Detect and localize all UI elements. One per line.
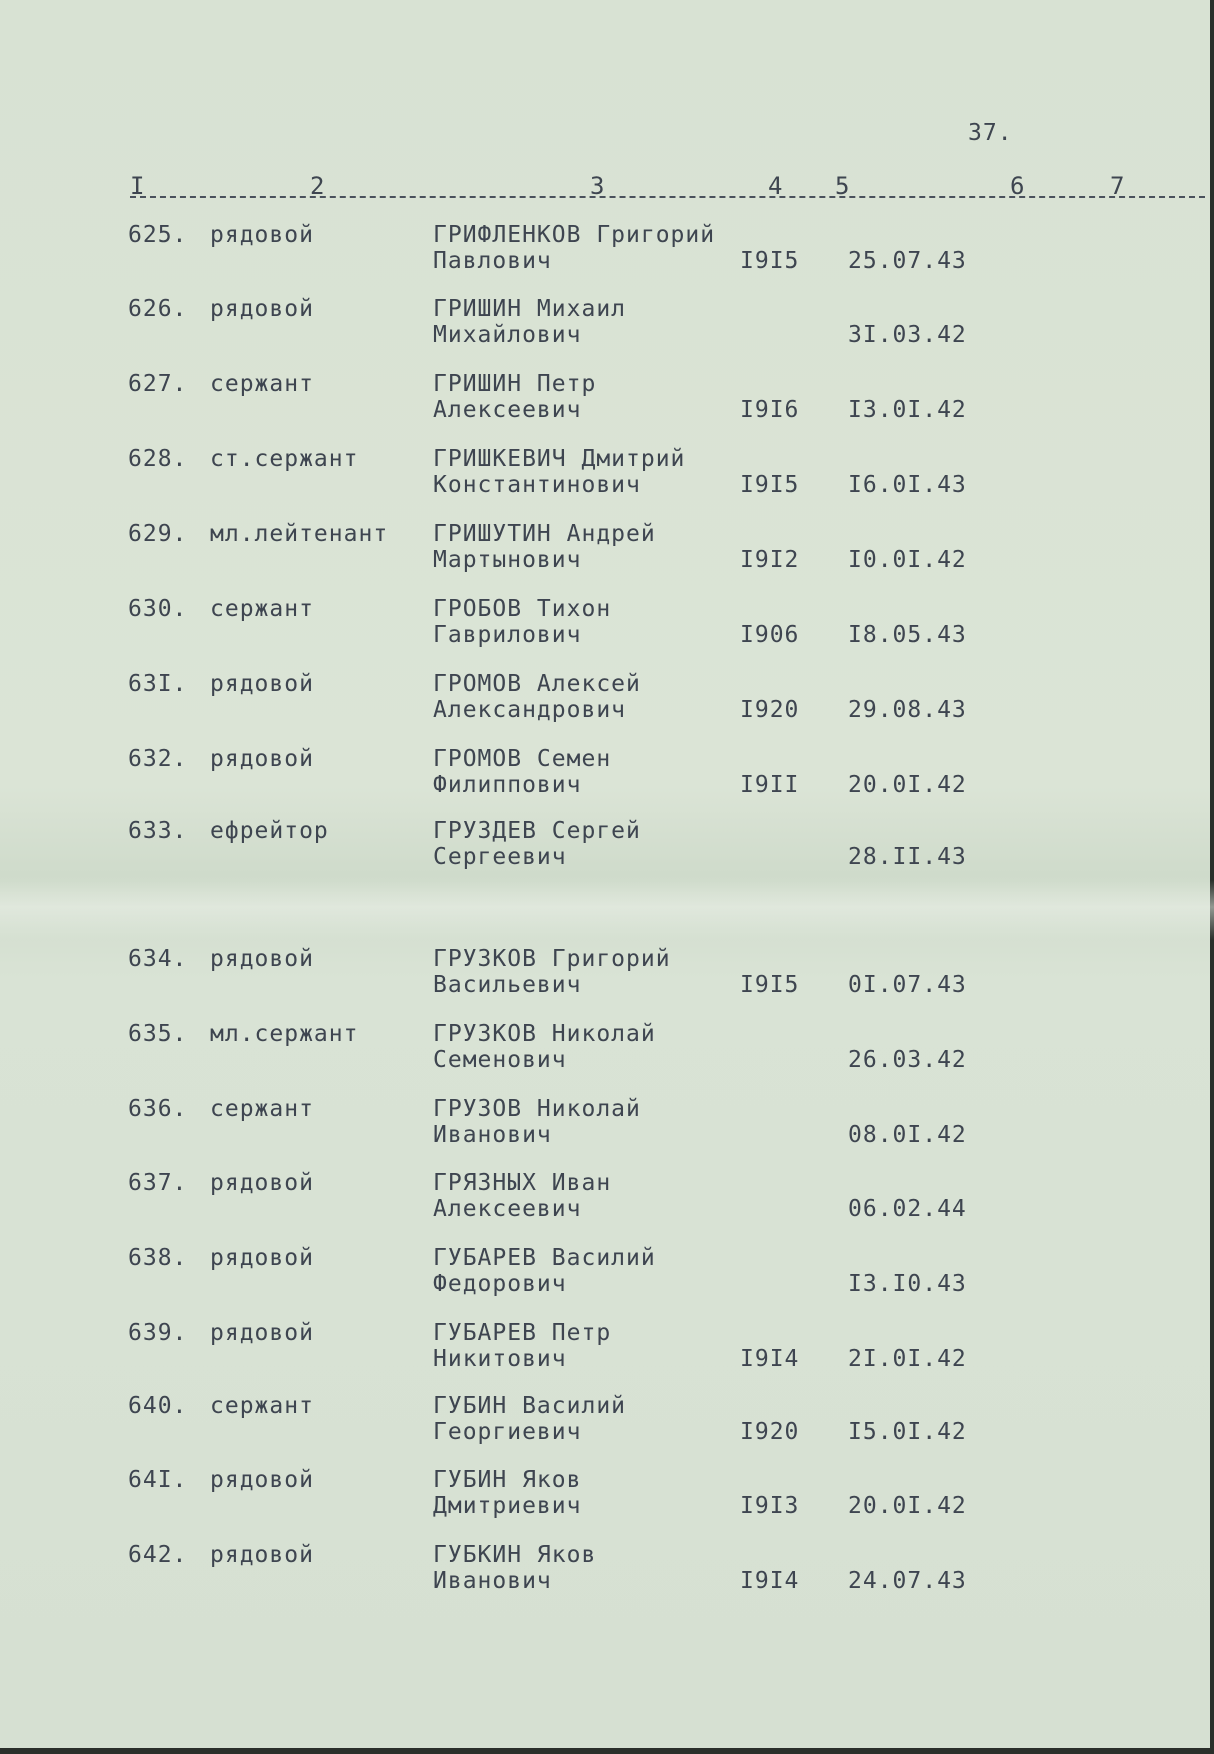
birth-year: I9I5 xyxy=(740,248,800,274)
record-number: 632. xyxy=(128,746,188,772)
surname-name: ГРУЗДЕВ Сергей xyxy=(433,818,641,844)
military-rank: мл.лейтенант xyxy=(210,521,389,547)
surname-name: ГРУЗКОВ Николай xyxy=(433,1021,656,1047)
record-row xyxy=(0,746,1214,816)
date: 3I.03.42 xyxy=(848,322,967,348)
patronymic: Гаврилович xyxy=(433,622,582,648)
surname-name: ГРИФЛЕНКОВ Григорий xyxy=(433,222,716,248)
date: 26.03.42 xyxy=(848,1047,967,1073)
birth-year: I9II xyxy=(740,772,800,798)
column-number: 5 xyxy=(835,172,850,200)
date: I8.05.43 xyxy=(848,622,967,648)
surname-name: ГРИШИН Михаил xyxy=(433,296,627,322)
column-number: 4 xyxy=(768,172,783,200)
paper-fold xyxy=(0,880,1214,940)
patronymic: Сергеевич xyxy=(433,844,567,870)
record-row xyxy=(0,296,1214,366)
birth-year: I9I4 xyxy=(740,1346,800,1372)
military-rank: рядовой xyxy=(210,1245,314,1271)
page-number: 37. xyxy=(968,120,1013,146)
record-number: 639. xyxy=(128,1320,188,1346)
surname-name: ГУБКИН Яков xyxy=(433,1542,597,1568)
birth-year: I906 xyxy=(740,622,800,648)
record-row xyxy=(0,596,1214,666)
patronymic: Павлович xyxy=(433,248,552,274)
patronymic: Дмитриевич xyxy=(433,1493,582,1519)
date: I3.0I.42 xyxy=(848,397,967,423)
record-number: 640. xyxy=(128,1393,188,1419)
record-number: 634. xyxy=(128,946,188,972)
record-row xyxy=(0,1393,1214,1463)
surname-name: ГУБИН Василий xyxy=(433,1393,627,1419)
patronymic: Семенович xyxy=(433,1047,567,1073)
patronymic: Васильевич xyxy=(433,972,582,998)
surname-name: ГУБАРЕВ Петр xyxy=(433,1320,612,1346)
record-number: 638. xyxy=(128,1245,188,1271)
date: 28.II.43 xyxy=(848,844,967,870)
date: 25.07.43 xyxy=(848,248,967,274)
surname-name: ГРИШУТИН Андрей xyxy=(433,521,656,547)
record-number: 635. xyxy=(128,1021,188,1047)
surname-name: ГРУЗКОВ Григорий xyxy=(433,946,671,972)
column-number: 2 xyxy=(310,172,325,200)
birth-year: I920 xyxy=(740,1419,800,1445)
surname-name: ГУБИН Яков xyxy=(433,1467,582,1493)
date: I6.0I.43 xyxy=(848,472,967,498)
patronymic: Алексеевич xyxy=(433,397,582,423)
military-rank: рядовой xyxy=(210,946,314,972)
military-rank: рядовой xyxy=(210,746,314,772)
record-row xyxy=(0,222,1214,292)
record-number: 626. xyxy=(128,296,188,322)
record-number: 628. xyxy=(128,446,188,472)
military-rank: рядовой xyxy=(210,1542,314,1568)
column-header xyxy=(130,172,1205,204)
surname-name: ГРОМОВ Семен xyxy=(433,746,612,772)
record-row xyxy=(0,946,1214,1016)
patronymic: Михайлович xyxy=(433,322,582,348)
record-row xyxy=(0,1096,1214,1166)
birth-year: I9I4 xyxy=(740,1568,800,1594)
patronymic: Мартынович xyxy=(433,547,582,573)
record-row xyxy=(0,1542,1214,1612)
record-row xyxy=(0,671,1214,741)
military-rank: сержант xyxy=(210,1096,314,1122)
record-row xyxy=(0,521,1214,591)
birth-year: I9I6 xyxy=(740,397,800,423)
birth-year: I9I5 xyxy=(740,972,800,998)
record-number: 642. xyxy=(128,1542,188,1568)
military-rank: ст.сержант xyxy=(210,446,359,472)
record-row xyxy=(0,818,1214,888)
column-number: 6 xyxy=(1010,172,1025,200)
record-row xyxy=(0,1467,1214,1537)
military-rank: рядовой xyxy=(210,296,314,322)
surname-name: ГРЯЗНЫХ Иван xyxy=(433,1170,612,1196)
patronymic: Иванович xyxy=(433,1122,552,1148)
surname-name: ГРИШИН Петр xyxy=(433,371,597,397)
patronymic: Алексеевич xyxy=(433,1196,582,1222)
record-number: 625. xyxy=(128,222,188,248)
surname-name: ГРУЗОВ Николай xyxy=(433,1096,641,1122)
military-rank: рядовой xyxy=(210,1320,314,1346)
birth-year: I9I3 xyxy=(740,1493,800,1519)
birth-year: I9I5 xyxy=(740,472,800,498)
record-number: 627. xyxy=(128,371,188,397)
patronymic: Александрович xyxy=(433,697,627,723)
surname-name: ГРОМОВ Алексей xyxy=(433,671,641,697)
record-number: 633. xyxy=(128,818,188,844)
date: 24.07.43 xyxy=(848,1568,967,1594)
record-number: 629. xyxy=(128,521,188,547)
patronymic: Филиппович xyxy=(433,772,582,798)
birth-year: I9I2 xyxy=(740,547,800,573)
record-number: 637. xyxy=(128,1170,188,1196)
record-row xyxy=(0,1320,1214,1390)
record-number: 636. xyxy=(128,1096,188,1122)
column-number: 7 xyxy=(1110,172,1125,200)
record-number: 64I. xyxy=(128,1467,188,1493)
military-rank: мл.сержант xyxy=(210,1021,359,1047)
patronymic: Константинович xyxy=(433,472,641,498)
military-rank: сержант xyxy=(210,1393,314,1419)
patronymic: Георгиевич xyxy=(433,1419,582,1445)
military-rank: рядовой xyxy=(210,222,314,248)
date: I5.0I.42 xyxy=(848,1419,967,1445)
military-rank: рядовой xyxy=(210,671,314,697)
record-row xyxy=(0,371,1214,441)
record-number: 630. xyxy=(128,596,188,622)
date: I0.0I.42 xyxy=(848,547,967,573)
record-row xyxy=(0,1021,1214,1091)
record-row xyxy=(0,1245,1214,1315)
date: 08.0I.42 xyxy=(848,1122,967,1148)
military-rank: рядовой xyxy=(210,1467,314,1493)
date: 20.0I.42 xyxy=(848,772,967,798)
record-row xyxy=(0,1170,1214,1240)
record-number: 63I. xyxy=(128,671,188,697)
patronymic: Никитович xyxy=(433,1346,567,1372)
surname-name: ГУБАРЕВ Василий xyxy=(433,1245,656,1271)
date: 06.02.44 xyxy=(848,1196,967,1222)
surname-name: ГРИШКЕВИЧ Дмитрий xyxy=(433,446,686,472)
date: 0I.07.43 xyxy=(848,972,967,998)
record-row xyxy=(0,446,1214,516)
patronymic: Федорович xyxy=(433,1271,567,1297)
military-rank: рядовой xyxy=(210,1170,314,1196)
column-number: I xyxy=(130,172,145,200)
date: 20.0I.42 xyxy=(848,1493,967,1519)
military-rank: сержант xyxy=(210,371,314,397)
military-rank: ефрейтор xyxy=(210,818,329,844)
surname-name: ГРОБОВ Тихон xyxy=(433,596,612,622)
date: 2I.0I.42 xyxy=(848,1346,967,1372)
military-rank: сержант xyxy=(210,596,314,622)
date: 29.08.43 xyxy=(848,697,967,723)
patronymic: Иванович xyxy=(433,1568,552,1594)
date: I3.I0.43 xyxy=(848,1271,967,1297)
header-dash-line xyxy=(130,196,1205,198)
column-number: 3 xyxy=(590,172,605,200)
birth-year: I920 xyxy=(740,697,800,723)
